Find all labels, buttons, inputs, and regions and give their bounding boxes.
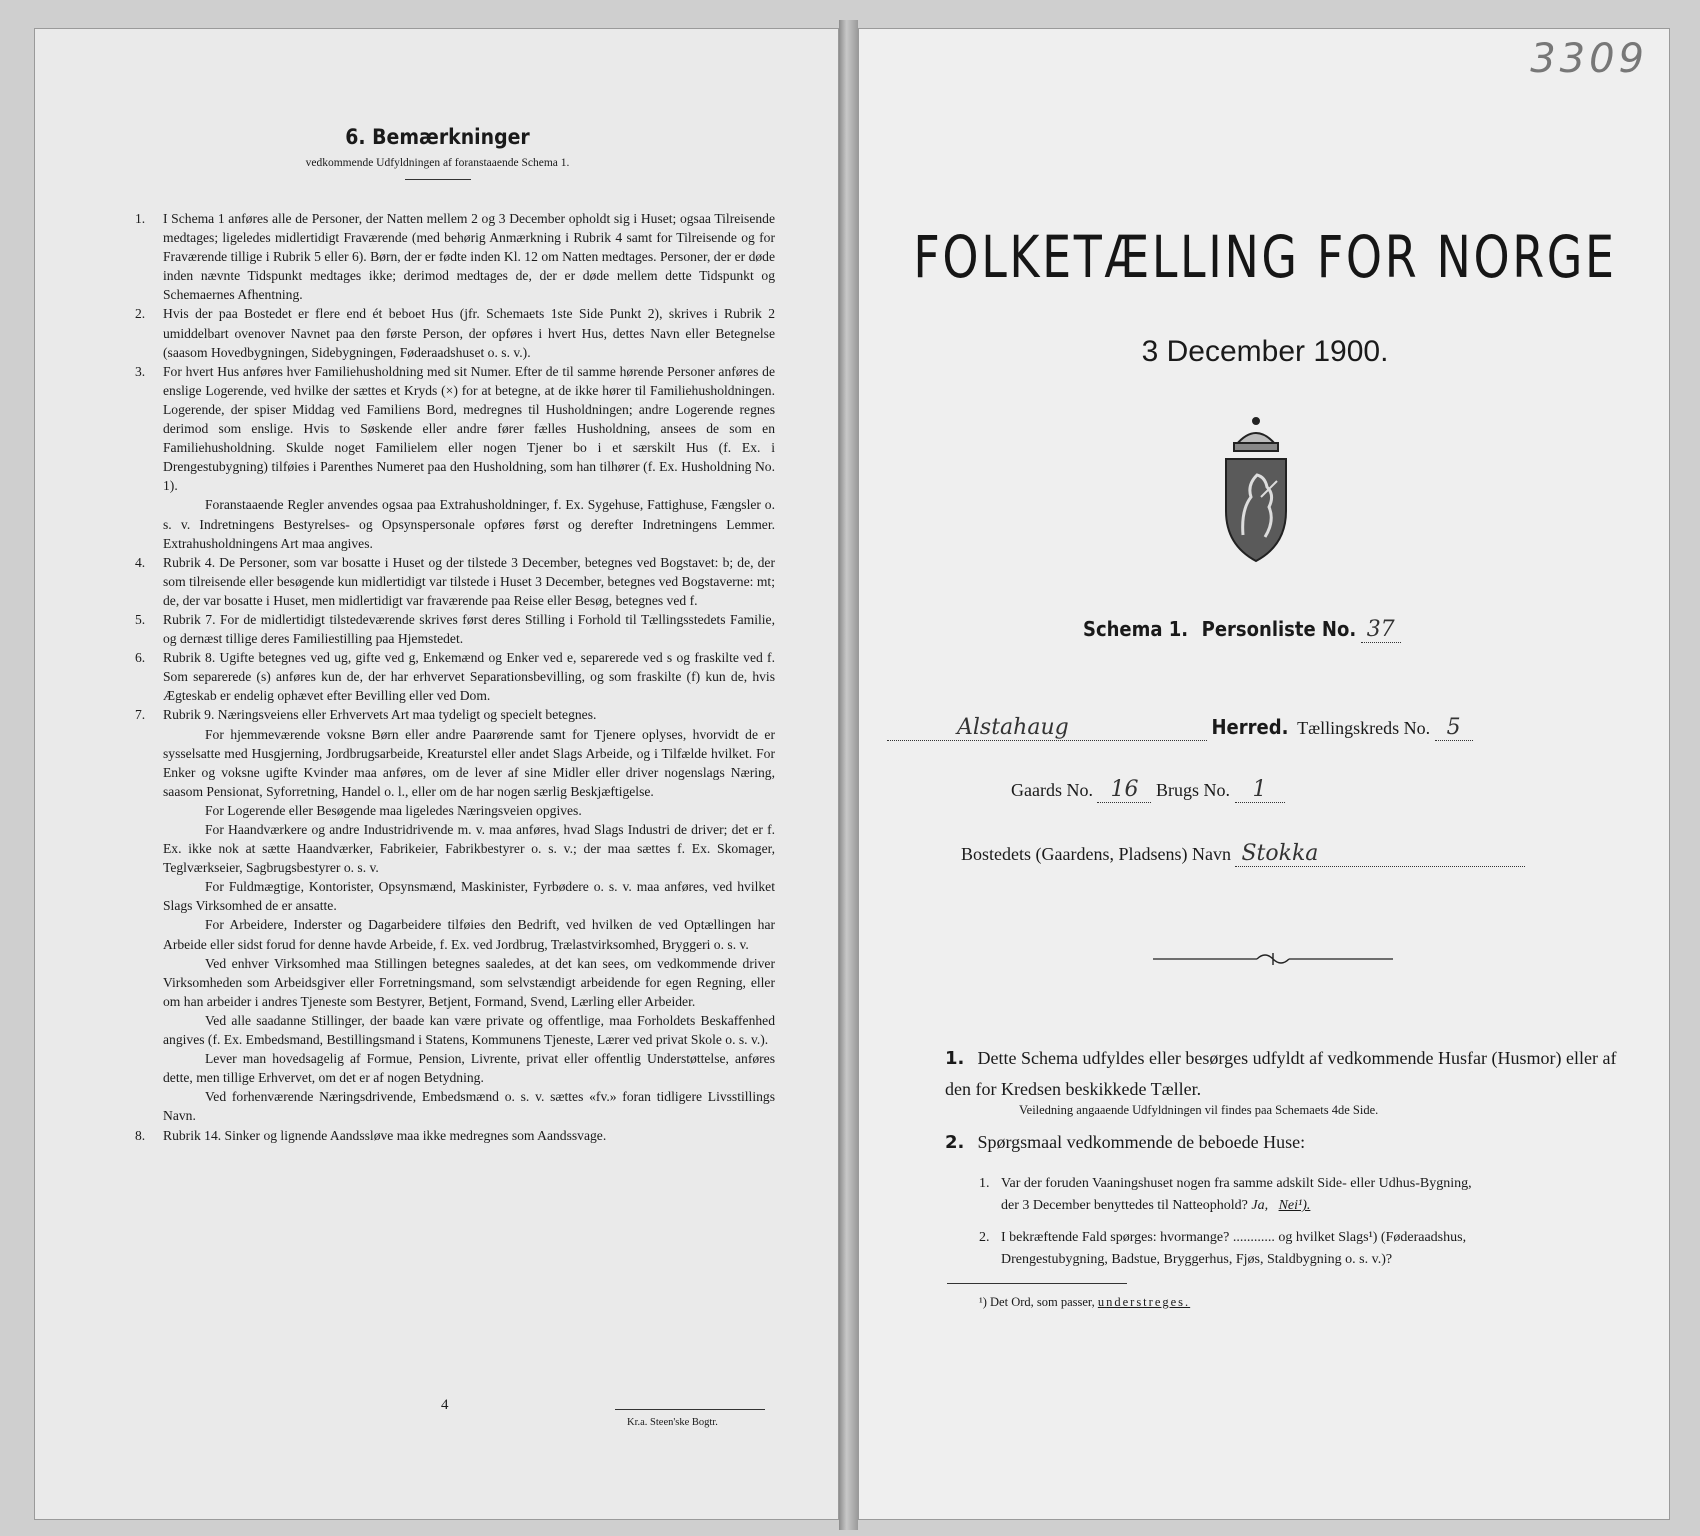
printer-imprint: Kr.a. Steen'ske Bogtr.: [627, 1417, 718, 1428]
schema-line: Schema 1. Personliste No. 37: [1083, 617, 1401, 643]
book-gutter: [839, 20, 858, 1530]
instruction-note: Veiledning angaaende Udfyldningen vil findes paa Schemaets 4de Side.: [1019, 1103, 1379, 1117]
question-2: 2. I bekræftende Fald spørges: hvormange? ............ og hvilket Slags¹) (Føderaadshus, Drengestubygning, Badstue, Bryggerhus, Fjøs, Staldbygning o. s. v.)?: [979, 1230, 1467, 1267]
remarks-subtitle: vedkommende Udfyldningen af foranstaaende Schema 1.: [305, 157, 570, 169]
footnote: ¹) Det Ord, som passer, understreges.: [979, 1295, 1191, 1309]
instruction-1: 1. Dette Schema udfyldes eller besørges udfyldt af vedkommende Husfar (Husmor) eller af den for Kredsen beskikkede Tæller.: [945, 1048, 1617, 1099]
bosted-line: Bostedets (Gaardens, Pladsens) Navn Stokka: [961, 841, 1525, 867]
remarks-title: 6. Bemærkninger: [345, 125, 530, 149]
herred-value: Alstahaug: [957, 715, 1069, 740]
divider: [405, 179, 471, 180]
archive-number: 3309: [1530, 36, 1648, 82]
right-page: [858, 28, 1670, 1520]
remark-item-2: 2. Hvis der paa Bostedet er flere end ét beboet Hus (jfr. Schemaets 1ste Side Punkt 2), skrives i Rubrik 2 umiddelbart ovenover Navnet paa den første Person, der opføres i hvert Hus, dettes Navn eller Betegnelse (saasom Hovedbygningen, Sidebygningen, Føderaadshuset o. s. v.).: [135, 306, 775, 360]
page-number: 4: [441, 1397, 449, 1413]
bosted-value: Stokka: [1241, 841, 1319, 866]
remark-item-3: 3. For hvert Hus anføres hver Familiehusholdning med sit Numer. Efter de til samme hørende Personer anføres de enslige Logerende, ved hvilke der sættes et Kryds (×) for at betegne, at de ikke hører til Familiehusholdningen. Logerende, der spiser Middag ved Familiens Bord, medregnes til Husholdningen; andre Logerende regnes derimod som enslige. Hvis to Søskende eller andre fører fælles Husholdning, ansees de som en Familiehusholdning. Skulde noget Familielem eller nogen Tjener bo i et særskilt Hus (f. Ex. i Drengestubygning) tilføies i Parenthes Numeret paa den Husholdning, som han tilhører (f. Ex. Husholdning No. 1). Foranstaaende Regler anvendes ogsaa paa Extrahusholdninger, f. Ex. Sygehuse, Fattighuse, Fængsler o. s. v. Indretningens Bestyrelses- og Opsynspersonale opføres først og derefter Indretningens Lemmer. Extrahusholdningens Art maa angives.: [135, 363, 775, 551]
divider: [615, 1409, 765, 1410]
left-page: [34, 28, 839, 1520]
personliste-number: 37: [1366, 617, 1395, 642]
remark-item-4: 4. Rubrik 4. De Personer, som var bosatte i Huset og der tilstede 3 December, betegnes ved Bogstavet: b; de, der som tilreisende eller besøgende kun midlertidigt var tilstede i Huset 3 December, betegnes ved Bogstaverne: mt; de, der var bosatte i Huset, men midlertidigt var fraværende paa Reise eller Besøg, betegnes ved f.: [135, 554, 775, 608]
remark-item-5: 5. Rubrik 7. For de midlertidigt tilstedeværende skrives først deres Stilling i Forhold til Tællingsstedets Familie, og dernæst tillige deres Familiestilling paa Hjemstedet.: [135, 611, 775, 647]
gaards-number: 16: [1110, 777, 1139, 802]
remarks-list: [135, 209, 775, 1145]
remark-item-1: 1. I Schema 1 anføres alle de Personer, der Natten mellem 2 og 3 December opholdt sig i Huset; ogsaa Tilreisende medtages; ligeledes midlertidigt Fraværende (med behørig Anmærkning i Rubrik 4 samt for Tilreisende og for Fraværende tillige i Rubrik 5 eller 6). Børn, der er fødte inden Kl. 12 om Natten medtages. Personer, der er døde inden nævnte Tidspunkt medtages ikke; derimod medtages de, der er døde mellem dette Tidspunkt og Schemaernes Afhentning.: [135, 211, 775, 303]
coat-of-arms-icon: [1201, 415, 1311, 567]
remark-item-8: 8. Rubrik 14. Sinker og lignende Aandssløve maa ikke medregnes som Aandssvage.: [135, 1127, 607, 1143]
gaards-line: Gaards No. 16 Brugs No. 1: [1011, 777, 1285, 803]
remark-item-6: 6. Rubrik 8. Ugifte betegnes ved ug, gifte ved g, Enkemænd og Enker ved e, separerede ved s og fraskilte ved f. Som separerede (s) anføres kun de, der har erhvervet Separationsbevilling, og som fraskilte (f) kun de, hvis Ægteskab er endelig ophævet efter Bevilling eller ved Dom.: [135, 650, 775, 704]
remark-item-7: 7. Rubrik 9. Næringsveiens eller Erhvervets Art maa tydeligt og specielt betegnes. For hjemmeværende voksne Børn eller andre Paarørende samt for Tjenere oplyses, hvorvidt de er sysselsatte med Husgjerning, Jordbrugsarbeide, Kreaturstel eller andet Slags Arbeide, og i Tilfælde hvilket. For Enker og voksne ugifte Kvinder maa anføres, om de lever af sine Midler eller driver nogenslags Næring, saasom Pensionat, Syforretning, Handel o. l., eller om de har nogen særlig Beskjæftigelse. For Logerende eller Besøgende maa ligeledes Næringsveien opgives. For Haandværkere og andre Industridrivende m. v. maa anføres, hvad Slags Industri de driver; det er f. Ex. ikke nok at sætte Haandværker, Fabrikeier, Fabrikbestyrer o. s. v.; der maa sættes f. Ex. Skomager, Teglværkseier, Sagbrugsbestyrer o. s. v. For Fuldmægtige, Kontorister, Opsynsmænd, Maskinister, Fyrbødere o. s. v. maa anføres, ved hvilket Slags Virksomhed de er ansatte. For Arbeidere, Inderster og Dagarbeidere tilføies den Bedrift, ved hvilken de ved Optællingen har Arbeide eller sidst forud for denne havde Arbeide, f. Ex. ved Jordbrug, Trælastvirksomhed, Bryggeri o. s. v. Ved enhver Virksomhed maa Stillingen betegnes saaledes, at det kan sees, om vedkommende driver Virksomheden som Arbeidsgiver eller Forretningsmand, som selvstændigt arbeidende for egen Regning, eller om han arbeider i andres Tjeneste som Bestyrer, Betjent, Formand, Svend, Lærling eller Arbeider. Ved alle saadanne Stillinger, der baade kan være private og offentlige, maa Forholdets Beskaffenhed angives (f. Ex. Embedsmand, Bestillingsmand i Statens, Kommunens Tjeneste, Lærer ved privat Skole o. s. v.). Lever man hovedsagelig af Formue, Pension, Livrente, privat eller offentlig Understøttelse, anføres dette, men tillige Erhvervet, om det er af nogen Betydning. Ved forhenværende Næringsdrivende, Embedsmænd o. s. v. sættes «fv.» foran tidligere Livsstillings Navn.: [135, 707, 775, 1124]
census-title: FOLKETÆLLING FOR NORGE: [913, 223, 1617, 291]
kreds-number: 5: [1446, 715, 1461, 740]
census-date: 3 December 1900.: [1141, 335, 1389, 368]
question-1: 1. Var der foruden Vaaningshuset nogen fra samme adskilt Side- eller Udhus-Bygning, der 3 December benyttedes til Natteophold? Ja, Nei¹).: [979, 1176, 1472, 1213]
herred-line: Alstahaug Herred. Tællingskreds No. 5: [887, 715, 1473, 741]
brugs-number: 1: [1252, 777, 1267, 802]
instruction-2: 2. Spørgsmaal vedkommende de beboede Huse:: [945, 1132, 1306, 1153]
ornament-divider: [1153, 949, 1393, 969]
divider: [947, 1283, 1127, 1284]
